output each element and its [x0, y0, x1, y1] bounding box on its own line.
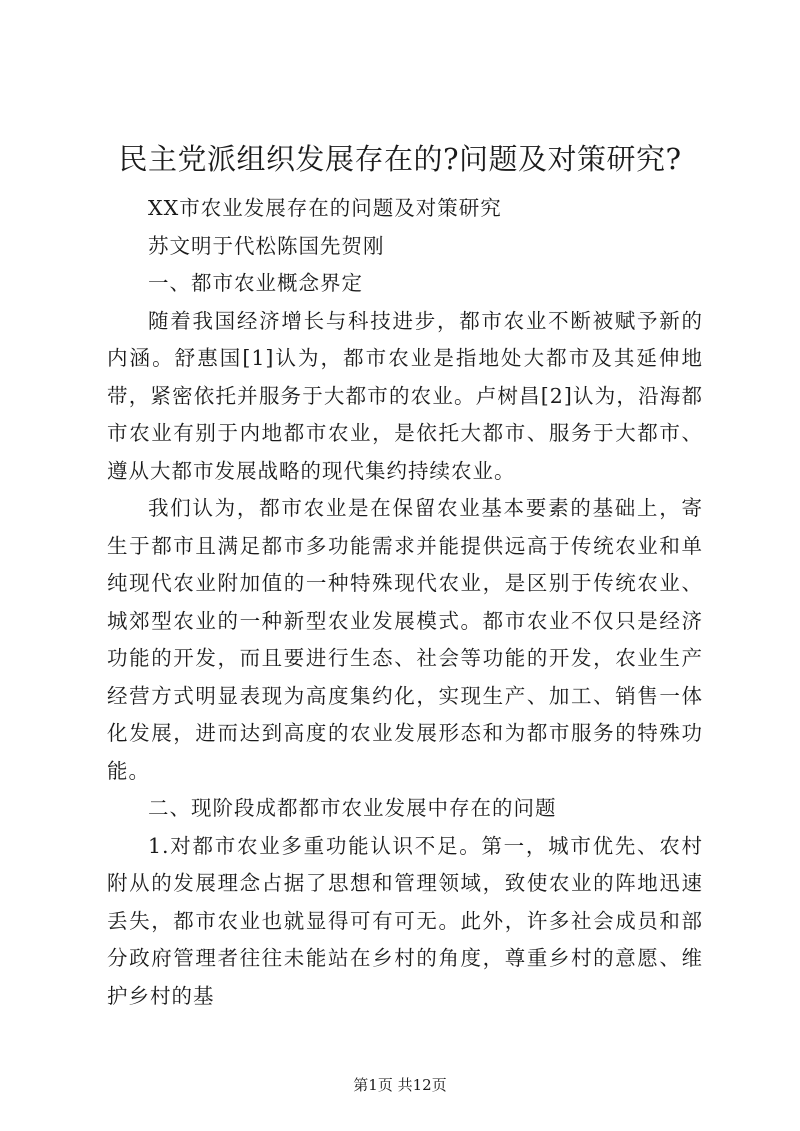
paragraph-authors: 苏文明于代松陈国先贺刚: [148, 233, 385, 258]
section-heading-1: 一、都市农业概念界定: [148, 271, 363, 295]
document-body: [107, 190, 703, 1015]
paragraph: 我们认为，都市农业是在保留农业基本要素的基础上，寄生于都市且满足都市多功能需求并能提供远高于传统农业和单纯现代农业附加值的一种特殊现代农业，是区别于传统农业、城郊型农业的一种新型农业发展模式。都市农业不仅只是经济功能的开发，而且要进行生态、社会等功能的开发，农业生产经营方式明显表现为高度集约化，实现生产、加工、销售一体化发展，进而达到高度的农业发展形态和为都市服务的特殊功能。: [107, 496, 703, 783]
page-number-footer: 第1页 共12页: [353, 1076, 447, 1094]
document-title: 民主党派组织发展存在的?问题及对策研究?: [118, 142, 682, 176]
paragraph: 随着我国经济增长与科技进步，都市农业不断被赋予新的内涵。舒惠国[1]认为，都市农业是指地处大都市及其延伸地带，紧密依托并服务于大都市的农业。卢树昌[2]认为，沿海都市农业有别于内地都市农业，是依托大都市、服务于大都市、遵从大都市发展战略的现代集约持续农业。: [107, 308, 703, 483]
section-heading-2: 二、现阶段成都都市农业发展中存在的问题: [148, 796, 557, 820]
paragraph: 1.对都市农业多重功能认识不足。第一，城市优先、农村附从的发展理念占据了思想和管理领域，致使农业的阵地迅速丢失，都市农业也就显得可有可无。此外，许多社会成员和部分政府管理者往往未能站在乡村的角度，尊重乡村的意愿、维护乡村的基: [107, 833, 703, 1008]
paragraph-subtitle: XX市农业发展存在的问题及对策研究: [148, 196, 502, 220]
